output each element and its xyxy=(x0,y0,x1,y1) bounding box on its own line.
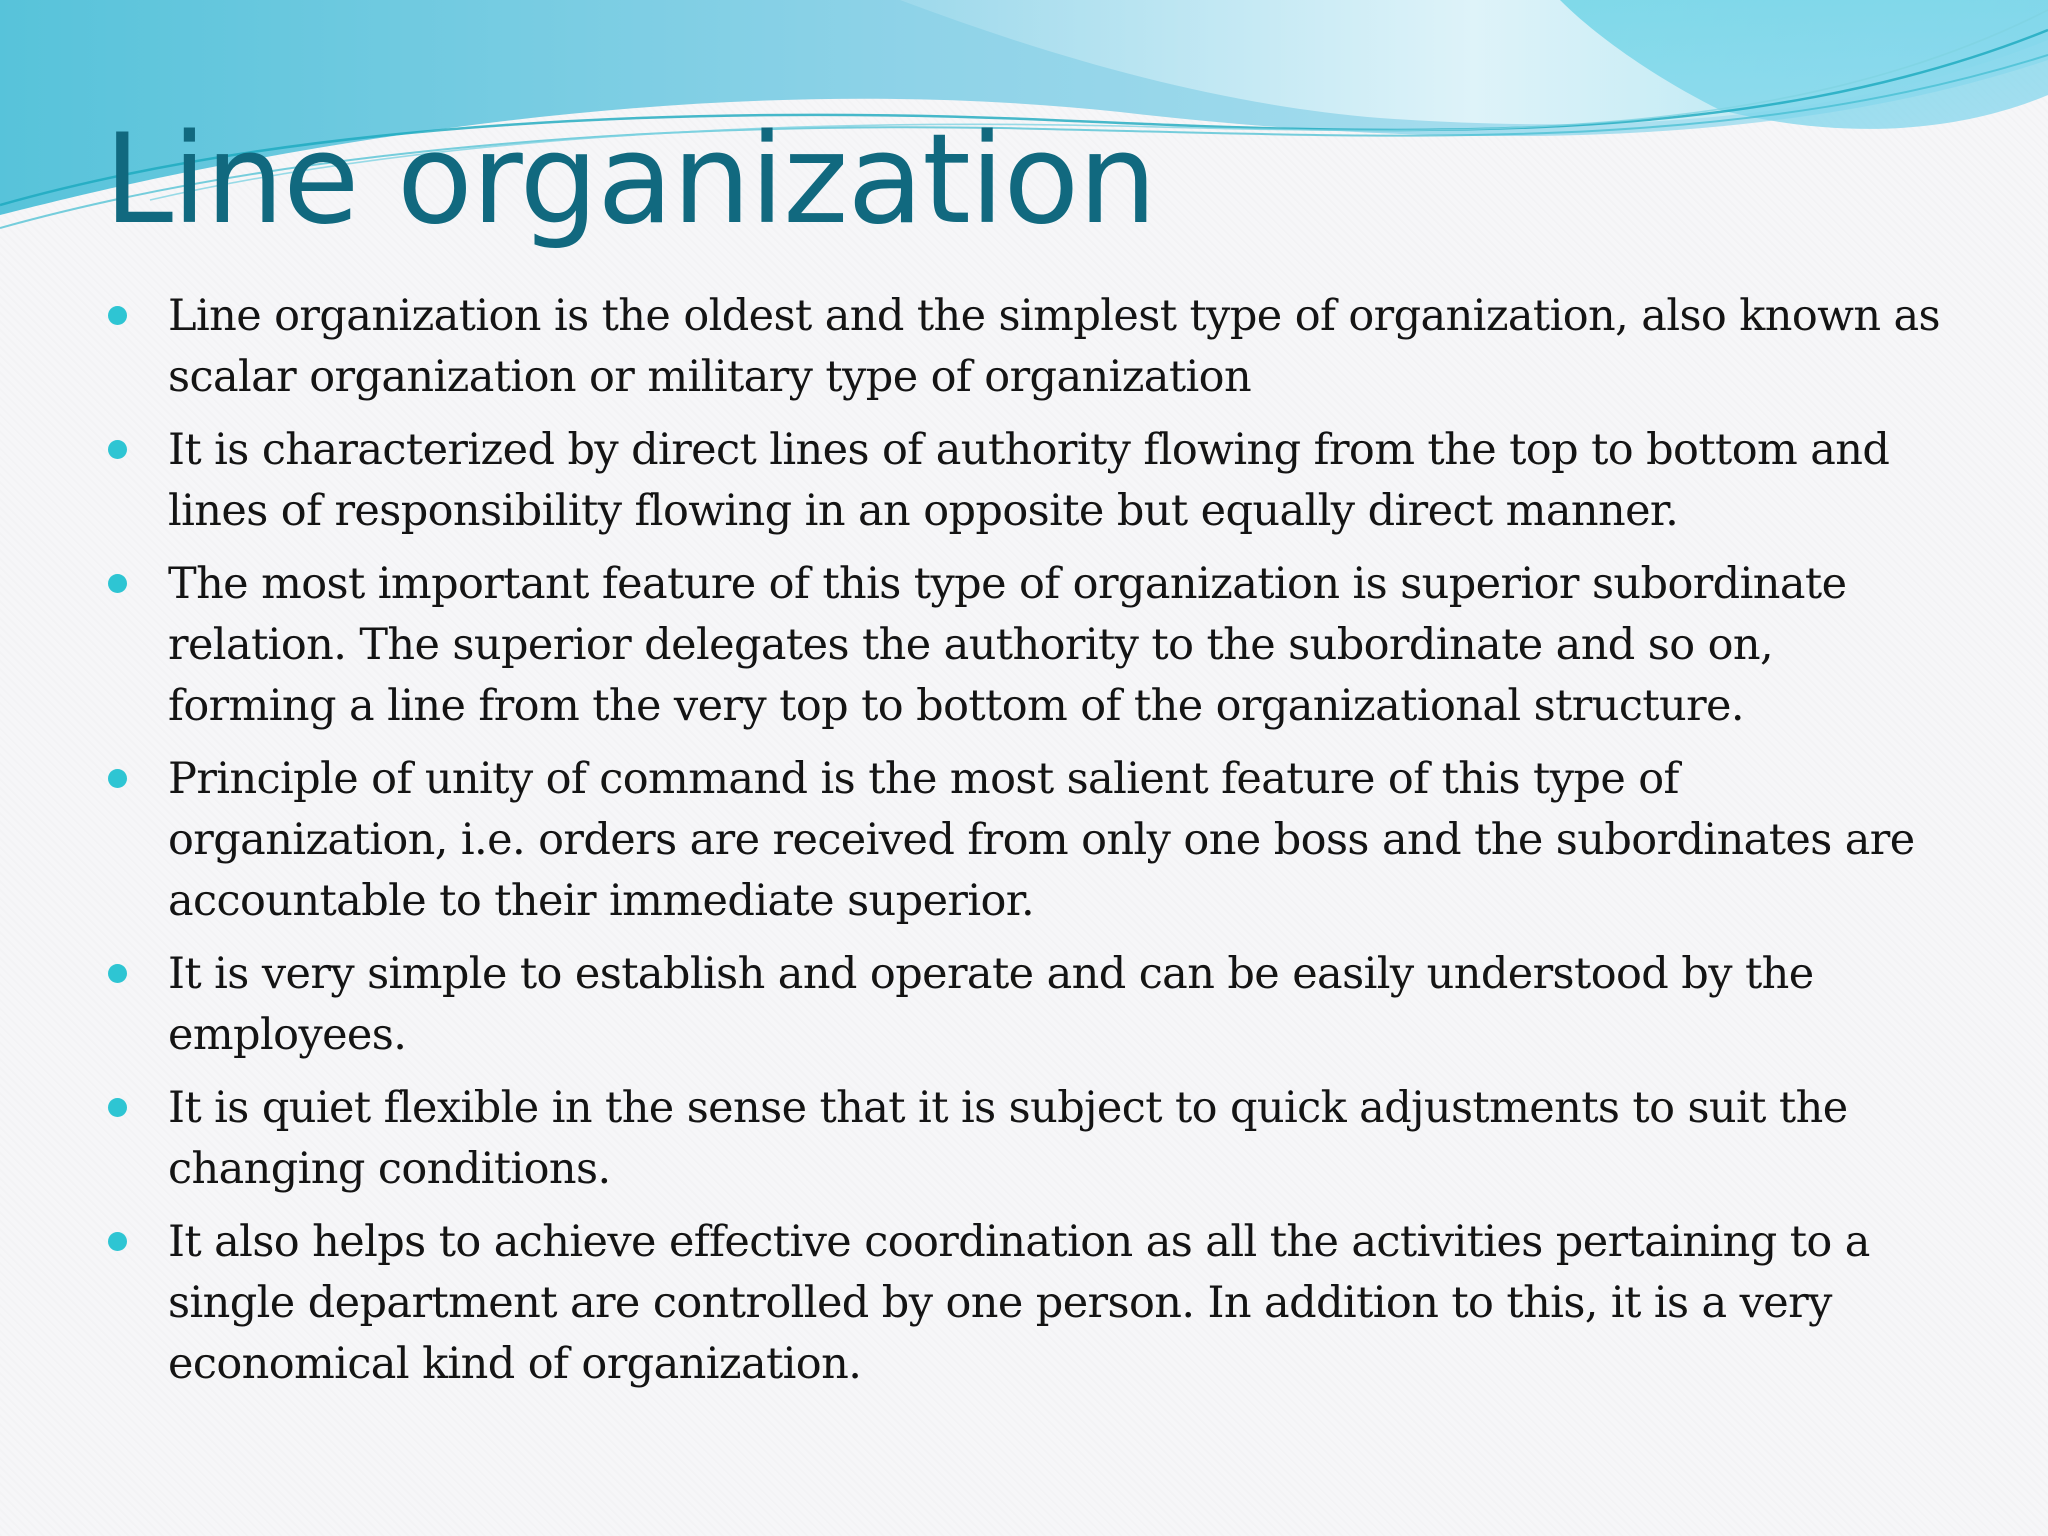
bullet-item xyxy=(108,1212,1948,1395)
bullet-text: It also helps to achieve effective coordination as all the activities pertaining to a single department are controlled by one person. In addition to this, it is a very economical kind of organization. xyxy=(168,1217,1870,1389)
bullet-item xyxy=(108,1078,1948,1200)
slide-title: Line organization xyxy=(104,108,1156,252)
bullet-dot-icon xyxy=(108,306,127,325)
bullet-dot-icon xyxy=(108,964,127,983)
bullet-dot-icon xyxy=(108,769,127,788)
bullet-text: Line organization is the oldest and the simplest type of organization, also known as scalar organization or military type of organization xyxy=(168,291,1940,402)
bullet-text: The most important feature of this type of organization is superior subordinate relation. The superior delegates the authority to the subordinate and so on, forming a line from the very top to bottom of the organizational structure. xyxy=(168,559,1847,731)
bullet-item xyxy=(108,420,1948,542)
bullet-dot-icon xyxy=(108,574,127,593)
bullet-text: It is characterized by direct lines of authority flowing from the top to bottom and lines of responsibility flowing in an opposite but equally direct manner. xyxy=(168,425,1890,536)
bullet-item xyxy=(108,554,1948,737)
bullet-dot-icon xyxy=(108,1232,127,1251)
bullet-dot-icon xyxy=(108,1098,127,1117)
bullet-item xyxy=(108,749,1948,932)
bullet-text: Principle of unity of command is the most salient feature of this type of organization, i.e. orders are received from only one boss and the subordinates are accountable to their immediate superior. xyxy=(168,754,1915,926)
bullet-text: It is very simple to establish and operate and can be easily understood by the employees. xyxy=(168,949,1814,1060)
bullet-dot-icon xyxy=(108,440,127,459)
bullet-item xyxy=(108,286,1948,408)
bullet-text: It is quiet flexible in the sense that it is subject to quick adjustments to suit the changing conditions. xyxy=(168,1083,1848,1194)
bullet-item xyxy=(108,944,1948,1066)
bullet-list xyxy=(108,286,1948,1407)
